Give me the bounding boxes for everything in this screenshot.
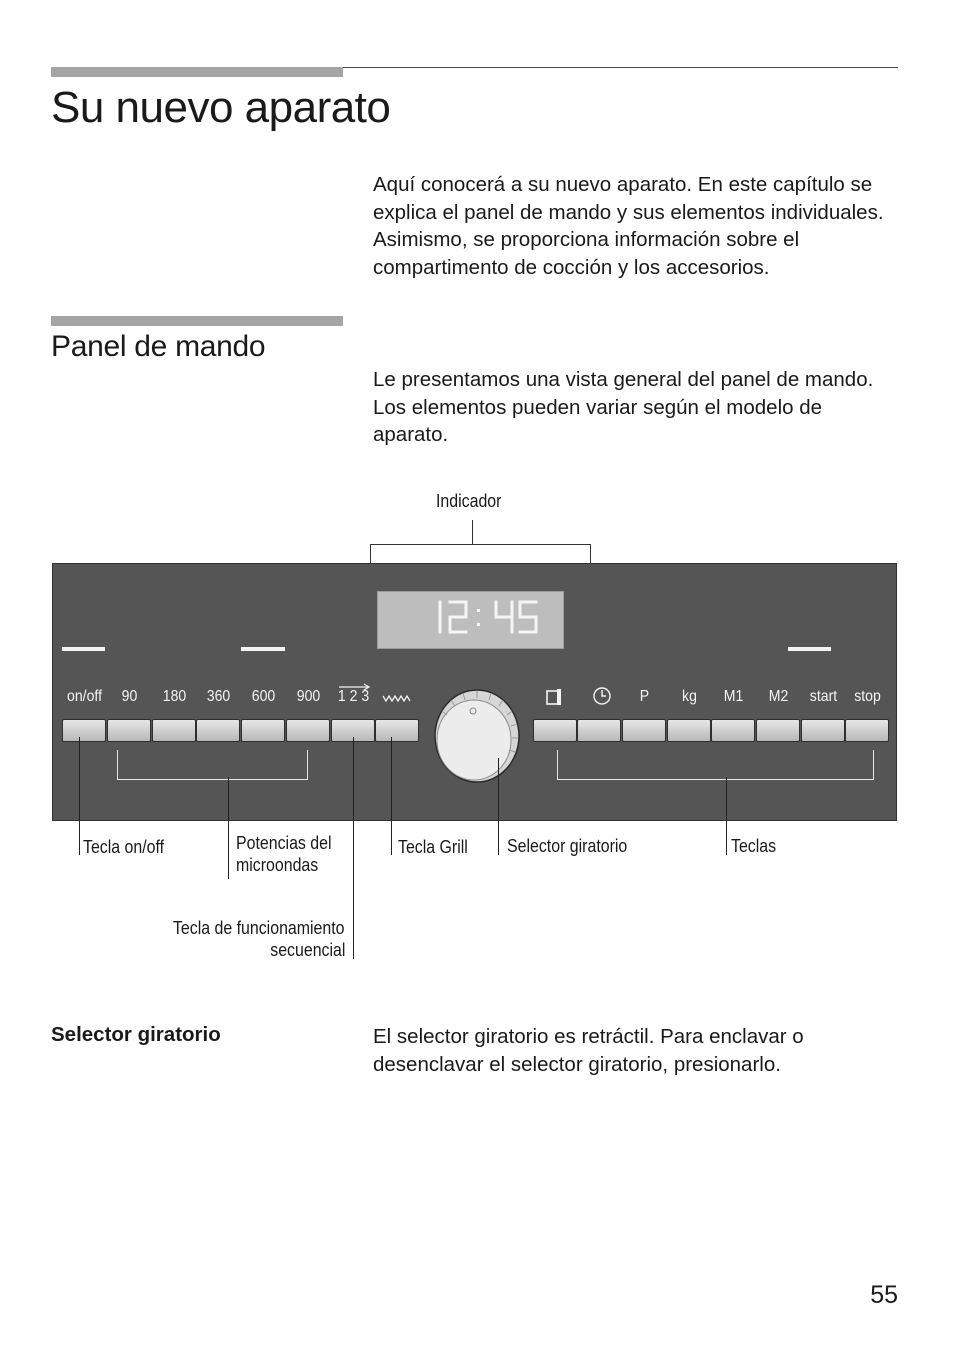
control-panel-diagram <box>0 480 954 980</box>
section-rule <box>51 316 343 326</box>
key-onoff[interactable] <box>62 719 106 742</box>
callout-keys: Teclas <box>731 835 777 856</box>
key-m2[interactable] <box>756 719 800 742</box>
section-intro <box>373 366 898 449</box>
panel-dash-right <box>788 647 831 651</box>
keys-bracket-right <box>873 750 874 780</box>
key-p[interactable] <box>622 719 666 742</box>
callout-selector: Selector giratorio <box>507 835 628 856</box>
key-label-90: 90 <box>121 688 138 705</box>
door-icon <box>545 688 565 706</box>
key-label-kg: kg <box>682 688 697 705</box>
leader-sequence <box>353 737 354 959</box>
page-number: 55 <box>870 1281 898 1309</box>
callout-sequence-line2: secuencial <box>269 939 345 960</box>
callout-onoff: Tecla on/off <box>83 836 165 857</box>
selector-paragraph <box>373 1023 898 1078</box>
section-intro-line2: Los elementos pueden variar según el modelo de aparato. <box>373 395 823 446</box>
leader-keys <box>726 777 727 855</box>
callout-power-line1: Potencias del <box>236 832 332 853</box>
power-bracket-left <box>117 750 118 780</box>
sequence-arrow-icon <box>338 683 372 691</box>
key-label-onoff: on/off <box>67 688 102 705</box>
key-start[interactable] <box>801 719 845 742</box>
key-label-600: 600 <box>251 688 276 705</box>
panel-dash-left <box>62 647 105 651</box>
section-intro-line1: Le presentamos una vista general del panel de mando. <box>373 368 874 391</box>
callout-power-line2: microondas <box>236 854 319 875</box>
leader-selector <box>498 758 499 855</box>
header-rule-thin <box>343 67 898 68</box>
key-label-900: 900 <box>296 688 321 705</box>
keys-bracket-bottom <box>557 779 874 780</box>
key-label-360: 360 <box>206 688 231 705</box>
key-label-180: 180 <box>162 688 187 705</box>
indicator-label: Indicador <box>436 490 502 511</box>
leader-grill <box>391 737 392 855</box>
key-label-m2: M2 <box>768 688 789 705</box>
key-kg[interactable] <box>667 719 711 742</box>
page-title: Su nuevo aparato <box>51 83 391 132</box>
selector-text: El selector giratorio es retráctil. Para enclavar o desenclavar el selector giratorio, presionarlo. <box>373 1025 804 1076</box>
key-power-600[interactable] <box>241 719 285 742</box>
key-label-m1: M1 <box>723 688 744 705</box>
key-power-90[interactable] <box>107 719 151 742</box>
indicator-bracket-top <box>370 544 591 545</box>
control-panel <box>52 563 897 821</box>
key-label-sequence: 1 2 3 <box>337 688 370 705</box>
intro-text: Aquí conocerá a su nuevo aparato. En este capítulo se explica el panel de mando y sus elementos individuales. Asimismo, se proporciona información sobre el compartimento de cocción y los accesorios. <box>373 173 884 279</box>
key-power-900[interactable] <box>286 719 330 742</box>
leader-power <box>228 777 229 879</box>
selector-label: Selector giratorio <box>51 1023 221 1046</box>
key-power-360[interactable] <box>196 719 240 742</box>
key-label-p: P <box>639 688 650 705</box>
power-bracket-right <box>307 750 308 780</box>
header-rule-thick <box>51 67 343 77</box>
indicator-bracket-stem <box>472 520 473 544</box>
section-title: Panel de mando <box>51 330 266 363</box>
key-label-start: start <box>809 688 838 705</box>
rotary-selector-knob[interactable] <box>431 684 523 784</box>
key-grill[interactable] <box>375 719 419 742</box>
key-stop[interactable] <box>845 719 889 742</box>
key-door[interactable] <box>533 719 577 742</box>
time-display <box>377 591 564 649</box>
key-m1[interactable] <box>711 719 755 742</box>
power-bracket-bottom <box>117 779 308 780</box>
callout-grill: Tecla Grill <box>398 836 468 857</box>
callout-sequence-line1: Tecla de funcionamiento <box>173 917 345 938</box>
display-digits <box>378 592 563 648</box>
key-label-stop: stop <box>854 688 881 705</box>
intro-paragraph <box>373 171 898 281</box>
clock-icon <box>592 686 612 706</box>
panel-dash-mid <box>241 647 285 651</box>
key-power-180[interactable] <box>152 719 196 742</box>
keys-bracket-left <box>557 750 558 780</box>
grill-icon <box>382 694 412 704</box>
key-clock[interactable] <box>577 719 621 742</box>
leader-onoff <box>79 737 80 855</box>
